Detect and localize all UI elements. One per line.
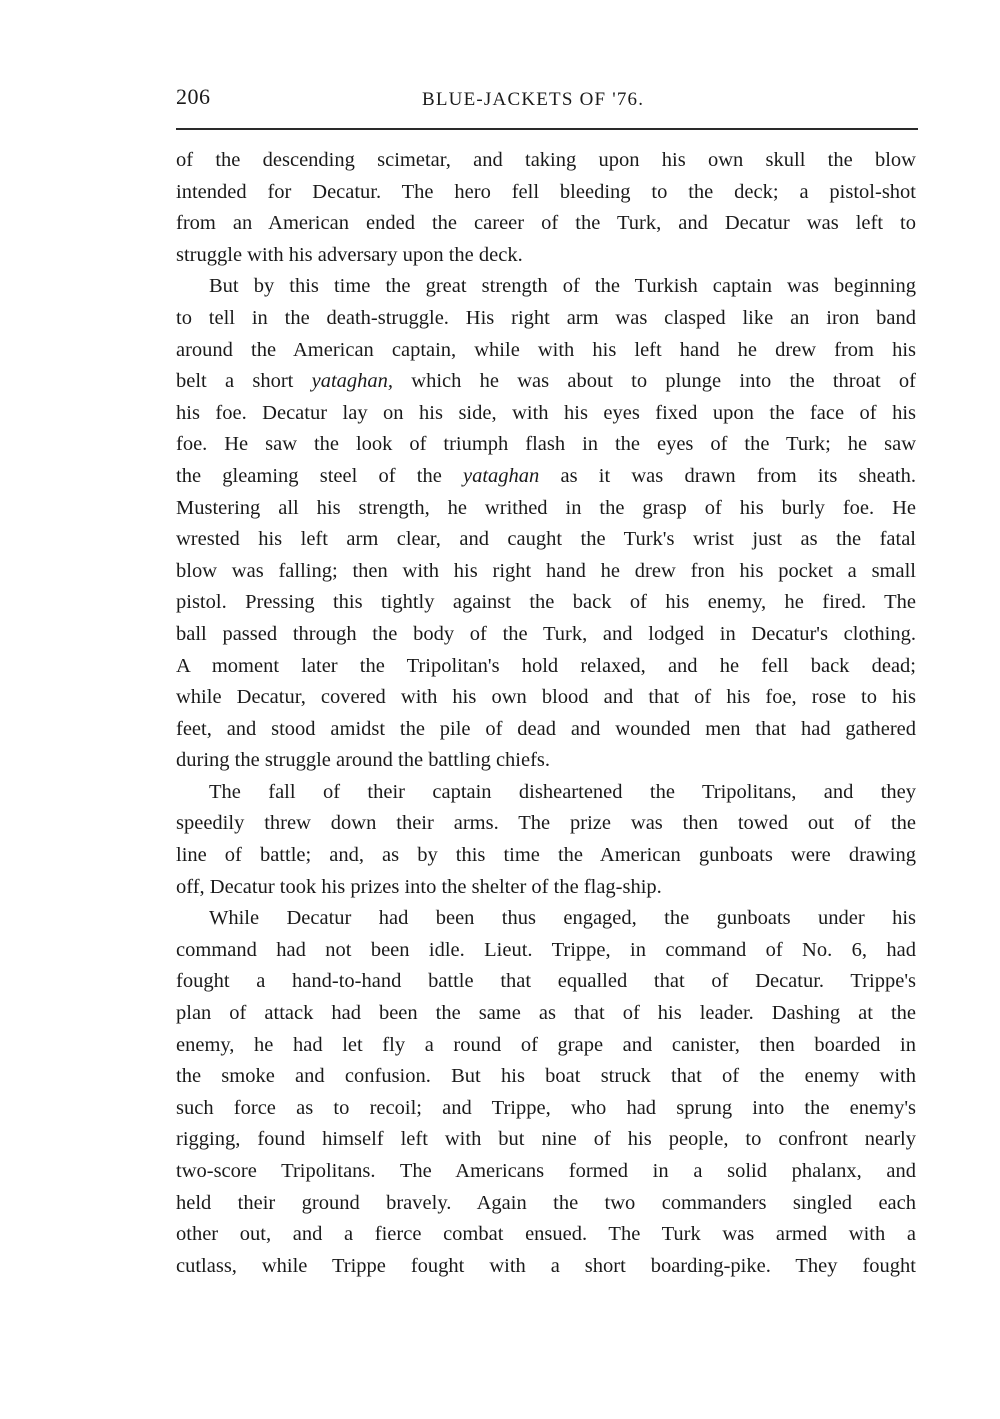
header-rule xyxy=(176,128,918,130)
page-number: 206 xyxy=(176,84,211,109)
text-line: during the struggle around the battling chiefs. xyxy=(176,749,551,772)
italic-word: yataghan xyxy=(463,464,540,487)
text-line: command had not been idle. Lieut. Trippe, in command of No. 6, had xyxy=(176,938,916,961)
text-line: such force as to recoil; and Trippe, who had sprung into the enemy's xyxy=(176,1096,916,1119)
text-line: enemy, he had let fly a round of grape and canister, then boarded in xyxy=(176,1033,916,1056)
text-line: foe. He saw the look of triumph flash in the eyes of the Turk; he saw xyxy=(176,433,916,456)
text-segment: as it was drawn from its sheath. xyxy=(539,464,916,487)
text-line: pistol. Pressing this tightly against the back of his enemy, he fired. The xyxy=(176,591,916,614)
text-line: off, Decatur took his prizes into the shelter of the flag-ship. xyxy=(176,875,662,898)
text-line: While Decatur had been thus engaged, the gunboats under his xyxy=(209,907,916,930)
text-line: intended for Decatur. The hero fell bleeding to the deck; a pistol-shot xyxy=(176,180,916,203)
text-line: plan of attack had been the same as that of his leader. Dashing at the xyxy=(176,1002,916,1025)
text-line: while Decatur, covered with his own blood and that of his foe, rose to his xyxy=(176,686,916,709)
text-line: from an American ended the career of the Turk, and Decatur was left to xyxy=(176,212,916,235)
text-line: blow was falling; then with his right hand he drew fron his pocket a small xyxy=(176,559,916,582)
text-segment: the gleaming steel of the xyxy=(176,464,464,487)
text-segment: which he was about to plunge into the throat of xyxy=(393,370,916,393)
running-title: BLUE-JACKETS OF '76. xyxy=(422,89,645,110)
text-line: cutlass, while Trippe fought with a short boarding-pike. They fought xyxy=(176,1254,916,1277)
text-line: struggle with his adversary upon the deck. xyxy=(176,243,523,266)
text-line: A moment later the Tripolitan's hold relaxed, and he fell back dead; xyxy=(176,654,916,677)
text-line: Mustering all his strength, he writhed in the grasp of his burly foe. He xyxy=(176,496,916,519)
text-line: fought a hand-to-hand battle that equalled that of Decatur. Trippe's xyxy=(176,970,916,993)
text-line xyxy=(176,461,916,493)
text-line: wrested his left arm clear, and caught the Turk's wrist just as the fatal xyxy=(176,528,916,551)
page-header xyxy=(176,84,916,124)
text-line xyxy=(176,366,916,398)
italic-word: yataghan, xyxy=(311,370,394,393)
text-line: two-score Tripolitans. The Americans formed in a solid phalanx, and xyxy=(176,1160,916,1182)
text-line: feet, and stood amidst the pile of dead and wounded men that had gathered xyxy=(176,717,916,740)
text-line: held their ground bravely. Again the two commanders singled each xyxy=(176,1191,916,1214)
text-line: the smoke and confusion. But his boat struck that of the enemy with xyxy=(176,1065,916,1088)
text-line: speedily threw down their arms. The prize was then towed out of the xyxy=(176,812,916,835)
text-line: to tell in the death-struggle. His right arm was clasped like an iron band xyxy=(176,306,916,329)
text-line: of the descending scimetar, and taking upon his own skull the blow xyxy=(176,149,916,171)
text-line: rigging, found himself left with but nine of his people, to confront nearly xyxy=(176,1128,916,1151)
body-text xyxy=(176,145,916,1282)
text-segment: belt a short xyxy=(176,370,312,393)
text-line: his foe. Decatur lay on his side, with his eyes fixed upon the face of his xyxy=(176,401,916,424)
text-line: But by this time the great strength of the Turkish captain was beginning xyxy=(209,275,916,298)
text-line: The fall of their captain disheartened the Tripolitans, and they xyxy=(209,780,916,803)
text-line: other out, and a fierce combat ensued. The Turk was armed with a xyxy=(176,1223,916,1246)
text-line: line of battle; and, as by this time the American gunboats were drawing xyxy=(176,844,916,867)
text-line: ball passed through the body of the Turk, and lodged in Decatur's clothing. xyxy=(176,622,916,645)
text-line: around the American captain, while with his left hand he drew from his xyxy=(176,338,916,361)
